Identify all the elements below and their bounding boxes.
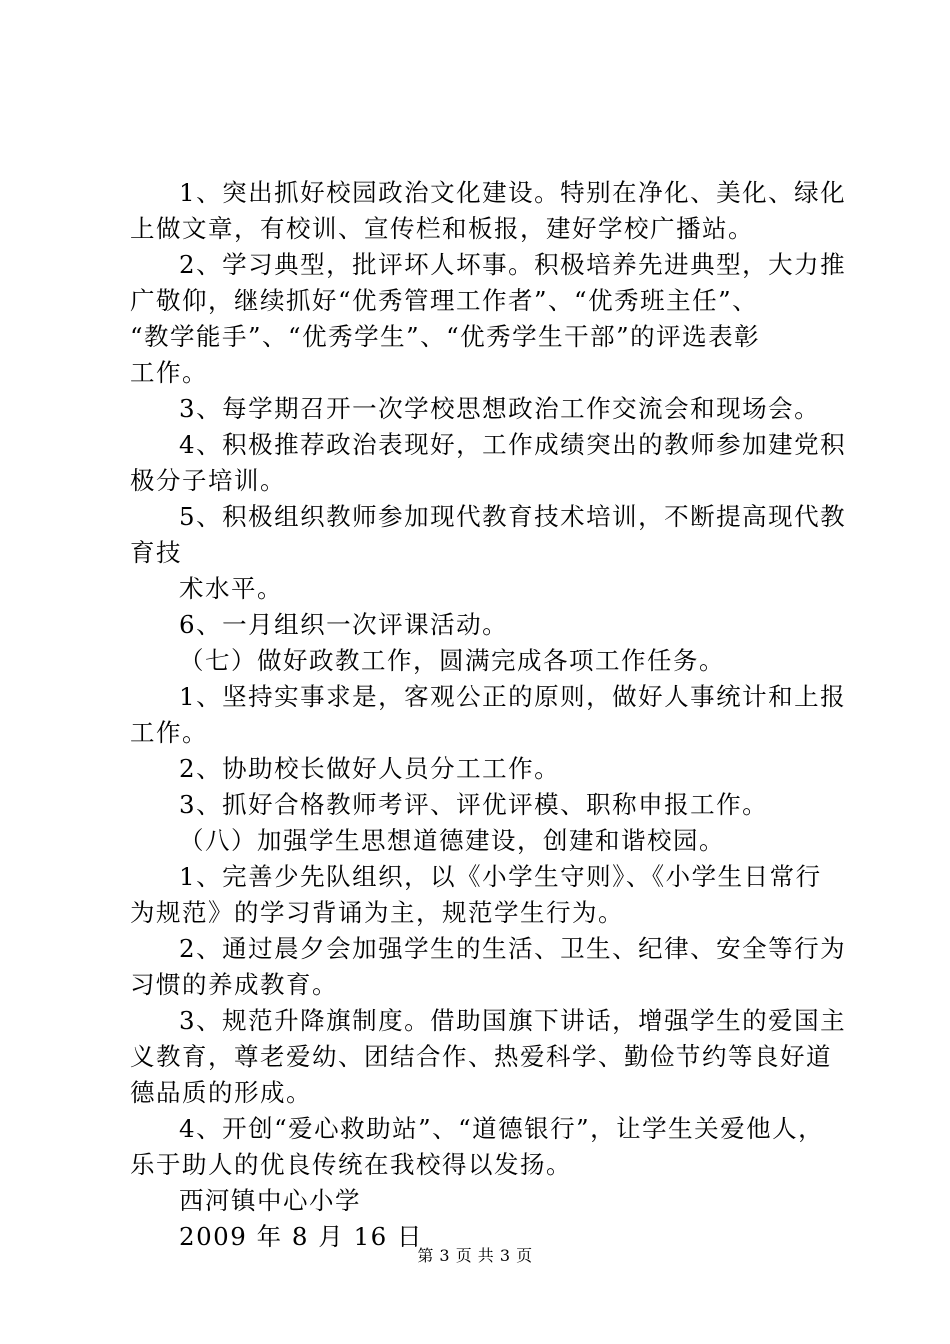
text-line: 工作。	[130, 718, 208, 747]
paragraph	[130, 787, 830, 823]
text-line: 2、学习典型，批评坏人坏事。积极培养先进典型，大力推	[179, 250, 847, 279]
paragraph	[130, 607, 830, 643]
text-line: 育技	[130, 538, 182, 567]
paragraph	[130, 1111, 830, 1183]
text-line: “教学能手”、“优秀学生”、“优秀学生干部”的评选表彰	[130, 322, 761, 351]
text-line: 3、抓好合格教师考评、评优评模、职称申报工作。	[179, 790, 769, 819]
text-line: 1、完善少先队组织，以《小学生守则》、《小学生日常行	[179, 862, 822, 891]
text-line: 为规范》的学习背诵为主，规范学生行为。	[130, 898, 624, 927]
text-line: 术水平。	[179, 574, 283, 603]
text-line: 2、协助校长做好人员分工工作。	[179, 754, 561, 783]
text-line: 极分子培训。	[130, 466, 286, 495]
text-line: 工作。	[130, 358, 208, 387]
text-line: 德品质的形成。	[130, 1078, 312, 1107]
signature-date: 2009 年 8 月 16 日	[179, 1222, 424, 1251]
paragraph	[130, 751, 830, 787]
paragraph	[130, 1003, 847, 1111]
text-line: 1、突出抓好校园政治文化建设。特别在净化、美化、绿化	[179, 178, 847, 207]
text-line: 广敬仰，继续抓好“优秀管理工作者”、“优秀班主任”、	[130, 286, 759, 315]
paragraph	[130, 643, 830, 679]
paragraph	[130, 247, 847, 391]
paragraph	[130, 931, 847, 1003]
text-line: 义教育，尊老爱幼、团结合作、热爱科学、勤俭节约等良好道	[130, 1042, 832, 1071]
paragraph	[130, 823, 830, 859]
text-line: 3、规范升降旗制度。借助国旗下讲话，增强学生的爱国主	[179, 1006, 847, 1035]
text-line: 4、积极推荐政治表现好，工作成绩突出的教师参加建党积	[179, 430, 847, 459]
paragraph	[130, 175, 847, 247]
text-line: 习惯的养成教育。	[130, 970, 338, 999]
page-footer: 第 3 页 共 3 页	[417, 1246, 533, 1265]
paragraph	[130, 427, 847, 499]
document-body	[130, 175, 847, 1255]
text-line: 6、一月组织一次评课活动。	[179, 610, 509, 639]
text-line: 5、积极组织教师参加现代教育技术培训，不断提高现代教	[179, 502, 847, 531]
text-line: 2、通过晨夕会加强学生的生活、卫生、纪律、安全等行为	[179, 934, 847, 963]
paragraph	[130, 679, 847, 751]
paragraph	[130, 859, 830, 931]
paragraph	[130, 571, 830, 607]
text-line: （八）加强学生思想道德建设，创建和谐校园。	[179, 826, 725, 855]
paragraph	[130, 391, 830, 427]
text-line: （七）做好政教工作，圆满完成各项工作任务。	[179, 646, 725, 675]
text-line: 上做文章，有校训、宣传栏和板报，建好学校广播站。	[130, 214, 754, 243]
signature-org: 西河镇中心小学	[179, 1186, 361, 1215]
text-line: 乐于助人的优良传统在我校得以发扬。	[130, 1150, 572, 1179]
paragraph	[130, 499, 847, 571]
text-line: 3、每学期召开一次学校思想政治工作交流会和现场会。	[179, 394, 821, 423]
text-line: 4、开创“爱心救助站”、“道德银行”，让学生关爱他人，	[179, 1114, 825, 1143]
text-line: 1、坚持实事求是，客观公正的原则，做好人事统计和上报	[179, 682, 847, 711]
